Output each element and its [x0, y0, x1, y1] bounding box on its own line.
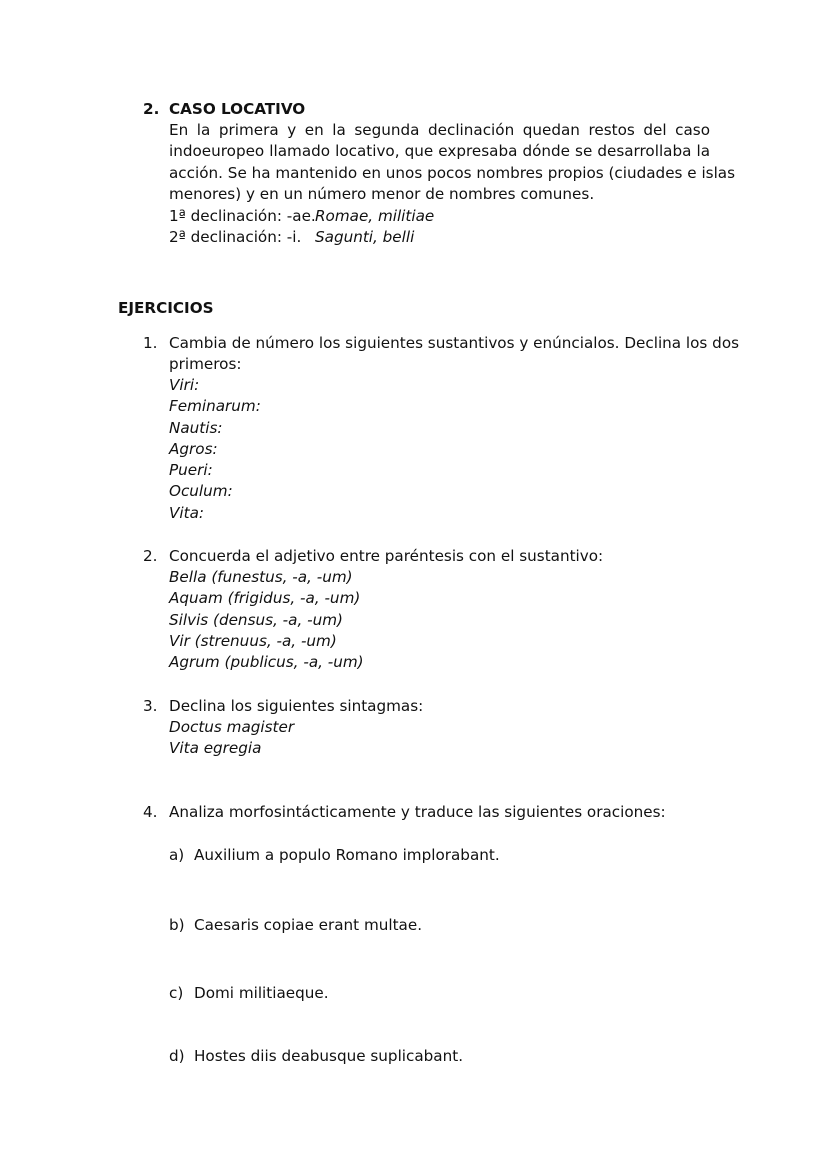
exercise-number: 1.	[143, 334, 158, 352]
declension-2-examples: Sagunti, belli	[315, 228, 415, 246]
declension-1-label: 1ª declinación: -ae.	[169, 207, 316, 225]
sentence-text: Caesaris copiae erant multae.	[194, 916, 423, 934]
paragraph-line: En la primera y en la segunda declinación quedan restos del caso	[169, 121, 710, 139]
locativo-paragraph	[169, 120, 736, 205]
list-item: Feminarum:	[169, 397, 261, 416]
exercise-prompt: Declina los siguientes sintagmas:	[169, 697, 424, 715]
exercise-prompt-cont: primeros:	[169, 355, 242, 373]
paragraph-line: menores) y en un número menor de nombres comunes.	[169, 184, 595, 203]
section-number: 2.	[143, 100, 160, 118]
sentence-text: Auxilium a populo Romano implorabant.	[194, 846, 500, 864]
noun-list	[169, 375, 261, 524]
sentence-letter: c)	[169, 984, 184, 1002]
exercise-number: 4.	[143, 803, 158, 821]
exercise-prompt: Analiza morfosintácticamente y traduce las siguientes oraciones:	[169, 803, 666, 821]
sentence-text: Hostes diis deabusque suplicabant.	[194, 1047, 464, 1065]
exercise-number: 3.	[143, 697, 158, 715]
list-item: Viri:	[169, 376, 200, 394]
sentence-text: Domi militiaeque.	[194, 984, 329, 1002]
paragraph-line: indoeuropeo llamado locativo, que expresaba dónde se desarrollaba la	[169, 142, 710, 161]
declension-1-examples: Romae, militiae	[315, 207, 435, 225]
phrase-list	[169, 717, 294, 760]
section-title: CASO LOCATIVO	[169, 100, 306, 118]
list-item: Aquam (frigidus, -a, -um)	[169, 589, 361, 608]
list-item: Vita egregia	[169, 739, 262, 758]
list-item: Vita:	[169, 503, 204, 522]
list-item: Silvis (densus, -a, -um)	[169, 610, 343, 629]
list-item: Nautis:	[169, 418, 223, 437]
sentence-letter: a)	[169, 846, 185, 864]
exercise-prompt: Cambia de número los siguientes sustantivos y enúncialos. Declina los dos	[169, 334, 740, 352]
list-item: Oculum:	[169, 482, 233, 501]
list-item: Doctus magister	[169, 718, 295, 736]
list-item: Pueri:	[169, 461, 213, 480]
sentence-letter: d)	[169, 1047, 185, 1065]
list-item: Bella (funestus, -a, -um)	[169, 568, 353, 586]
paragraph-line: acción. Se ha mantenido en unos pocos nombres propios (ciudades e islas	[169, 163, 736, 182]
list-item: Agrum (publicus, -a, -um)	[169, 653, 364, 672]
exercises-heading: EJERCICIOS	[118, 299, 214, 317]
adjective-list	[169, 567, 364, 673]
declension-2-label: 2ª declinación: -i.	[169, 228, 302, 246]
exercise-prompt: Concuerda el adjetivo entre paréntesis con el sustantivo:	[169, 547, 604, 565]
sentence-letter: b)	[169, 916, 185, 934]
exercise-number: 2.	[143, 547, 158, 565]
list-item: Vir (strenuus, -a, -um)	[169, 631, 337, 650]
list-item: Agros:	[169, 439, 218, 458]
